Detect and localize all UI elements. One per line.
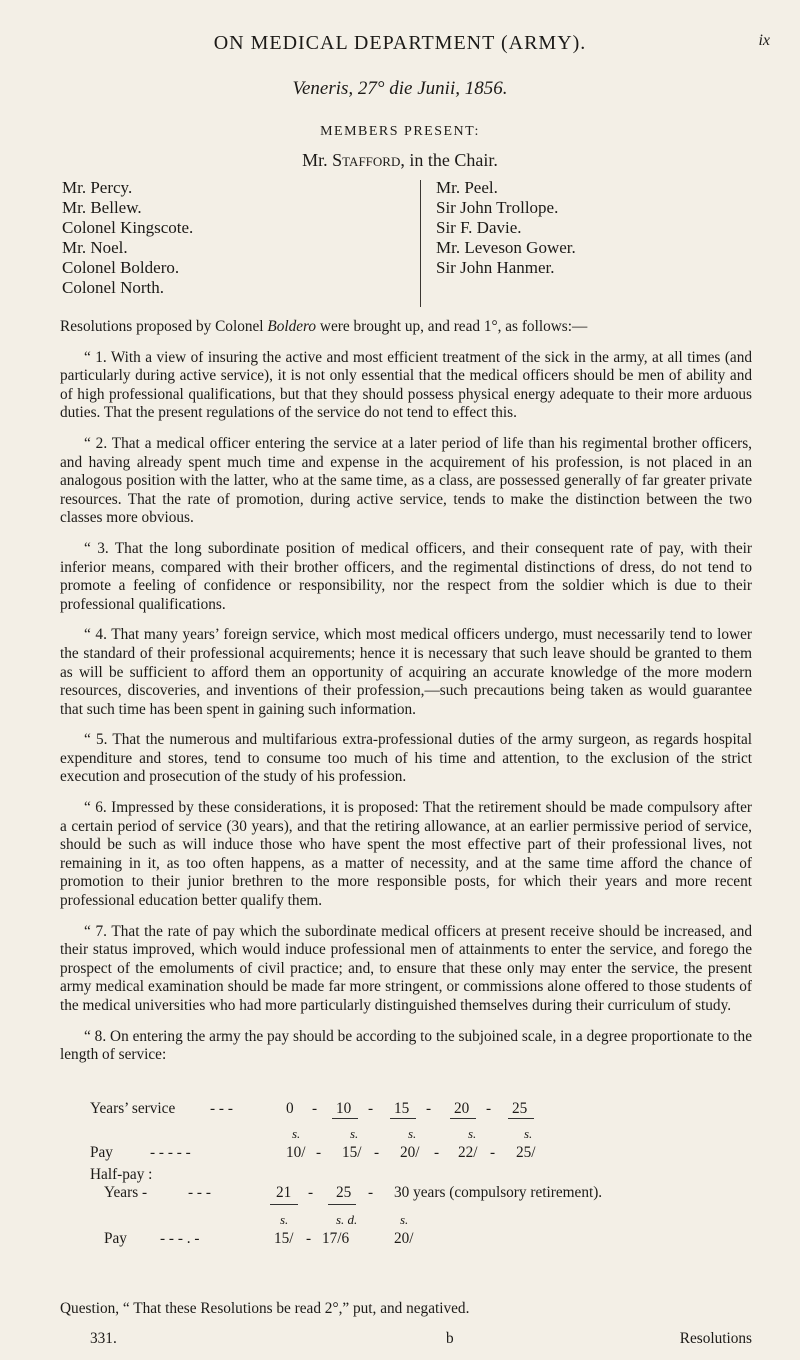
table-cell: 25/: [516, 1144, 536, 1161]
separator: -: [426, 1100, 432, 1117]
member-name: Mr. Bellew.: [62, 198, 142, 217]
leader-dashes: - - -: [188, 1184, 211, 1201]
rule: [328, 1204, 356, 1205]
chair-name: Stafford: [332, 150, 401, 170]
unit: s. d.: [336, 1212, 358, 1227]
table-cell: 0: [286, 1100, 294, 1117]
rule: [332, 1118, 358, 1119]
table-cell: 20/: [400, 1144, 420, 1161]
leader-dashes: - - -: [210, 1100, 233, 1117]
running-title: ON MEDICAL DEPARTMENT (ARMY).: [213, 32, 587, 54]
table-cell: 15: [394, 1100, 410, 1117]
pay-row: [60, 1144, 760, 1164]
resolution-paragraph: “ 2. That a medical officer entering the service at a later period of life than his regimental brother officers, and having already spent much time and expense in the acquirement of his profession, is not placed in an analogous position with the latter, who at the same time, as a class, are possessed generally of far greater private resources. That the rate of promotion, during active service, tends to make the distinction between the two classes more obvious.: [60, 434, 752, 527]
member-name: Colonel Kingscote.: [62, 218, 194, 237]
leader-dashes: - - - - -: [150, 1144, 191, 1161]
table-cell: 30 years (compulsory retirement).: [394, 1184, 603, 1201]
years-service-row: [60, 1100, 760, 1120]
unit: s.: [524, 1126, 533, 1141]
members-right-column: [436, 178, 576, 278]
table-cell: 20: [454, 1100, 470, 1117]
resolution-paragraph: “ 1. With a view of insuring the active and most efficient treatment of the sick in the army, at all times (and particularly during active service), it is not only essential that the medical officers should be men of ability and of high professional qualifications, but that they should possess physical energy adequate to their more arduous duties. That the present regulations of the service do not tend to effect this.: [60, 348, 752, 422]
resolution-paragraph: “ 6. Impressed by these considerations, it is proposed: That the retirement should be made compulsory after a certain period of service (30 years), and that the retiring allowance, at an earlier permissive period of service, should be such as will induce those who have spent the most effective part of their professional lives, not remaining in it, as too often happens, as a matter of necessity, and at the same time afford the chance of promotion to their junior brethren to the more responsible posts, for which their years and more recent professional education better qualify them.: [60, 799, 752, 910]
members-heading: MEMBERS PRESENT:: [320, 124, 480, 139]
resolution-paragraph: “ 5. That the numerous and multifarious extra-professional duties of the army surgeon, as regards hospital expenditure and stores, tend to consume too much of his time and attention, to the exclusion of the strict execution and prosecution of the study of his profession.: [60, 731, 752, 786]
pay-units-row: [60, 1126, 760, 1146]
separator: -: [316, 1144, 322, 1161]
separator: -: [486, 1100, 492, 1117]
column-divider: [420, 180, 421, 307]
unit: s.: [468, 1126, 477, 1141]
table-cell: 21: [276, 1184, 292, 1201]
rule: [450, 1118, 476, 1119]
separator: -: [434, 1144, 440, 1161]
half-pay-heading-row: [60, 1166, 760, 1186]
member-name: Colonel Boldero.: [62, 258, 180, 277]
separator: -: [368, 1184, 374, 1201]
row-label: Pay: [104, 1230, 127, 1247]
member-name: Mr. Peel.: [436, 178, 498, 197]
page-number: ix: [758, 32, 770, 49]
signature-mark: b: [446, 1330, 454, 1347]
separator: -: [374, 1144, 380, 1161]
date-line: Veneris, 27° die Junii, 1856.: [292, 78, 508, 99]
member-name: Sir John Trollope.: [436, 198, 559, 217]
sessional-number: 331.: [90, 1330, 117, 1347]
member-name: Sir F. Davie.: [436, 218, 522, 237]
chair-suffix: , in the Chair.: [400, 150, 498, 170]
separator: -: [308, 1184, 314, 1201]
rule: [270, 1204, 298, 1205]
proposer-name: Boldero: [267, 318, 317, 335]
separator: -: [306, 1230, 312, 1247]
resolutions-text: [60, 318, 752, 1077]
resolution-paragraph: “ 7. That the rate of pay which the subordinate medical officers at present receive should be increased, and their status improved, which would induce professional men of attainments to enter the service, and forego the prospect of the emoluments of civil practice; and, to ensure that these only may enter the service, the present army medical examination should be made far more stringent, or commissions alone offered to those students of the medical universities who had more particularly distinguished themselves during their curriculum of study.: [60, 922, 752, 1014]
intro-before: Resolutions proposed by Colonel: [60, 318, 268, 335]
resolution-paragraph: “ 3. That the long subordinate position of medical officers, and their consequent rate of pay, with their inferior means, compared with their brother officers, and the regimental distinctions of dress, do not tend to promote a feeling of confidence or responsibility, nor the respect from the soldier which is due to their professional qualifications.: [60, 539, 752, 613]
leader-dashes: - - - . -: [160, 1230, 200, 1247]
unit: s.: [400, 1212, 409, 1227]
table-cell: 22/: [458, 1144, 478, 1161]
unit: s.: [292, 1126, 301, 1141]
unit: s.: [280, 1212, 289, 1227]
chair-prefix: Mr.: [302, 150, 328, 170]
table-cell: 10/: [286, 1144, 306, 1161]
intro-after: were brought up, and read 1°, as follows:—: [316, 318, 588, 335]
row-label: Pay: [90, 1144, 113, 1161]
member-name: Colonel North.: [62, 278, 164, 297]
row-label: Half-pay :: [90, 1166, 153, 1183]
intro-paragraph: [60, 318, 752, 337]
half-pay-years-row: [60, 1184, 760, 1204]
separator: -: [490, 1144, 496, 1161]
chair-line: [0, 150, 800, 171]
row-label: Years’ service: [90, 1100, 176, 1117]
unit: s.: [350, 1126, 359, 1141]
table-cell: 25: [512, 1100, 528, 1117]
table-cell: 10: [336, 1100, 352, 1117]
member-name: Mr. Leveson Gower.: [436, 238, 576, 257]
members-left-column: [62, 178, 193, 298]
table-cell: 17/6: [322, 1230, 350, 1247]
table-cell: 15/: [274, 1230, 294, 1247]
resolution-paragraph: “ 8. On entering the army the pay should be according to the subjoined scale, in a degree proportionate to the length of service:: [60, 1027, 752, 1064]
rule: [390, 1118, 416, 1119]
row-label: Years -: [104, 1184, 148, 1201]
table-cell: 20/: [394, 1230, 414, 1247]
half-pay-units-row: [60, 1212, 760, 1232]
resolution-paragraph: “ 4. That many years’ foreign service, which most medical officers undergo, must necessarily tend to lower the standard of their professional acquirements; hence it is necessary that such leave should be granted to them as will be sufficient to afford them an opportunity of acquiring an accurate knowledge of the more modern resources, discoveries, and inventions of their profession,—such precautions being taken as would guarantee that such time has been spent in gaining such information.: [60, 626, 752, 718]
table-cell: 25: [336, 1184, 352, 1201]
separator: -: [368, 1100, 374, 1117]
catchword: Resolutions: [679, 1330, 752, 1347]
member-name: Sir John Hanmer.: [436, 258, 555, 277]
member-name: Mr. Percy.: [62, 178, 133, 197]
rule: [508, 1118, 534, 1119]
question-line: Question, “ That these Resolutions be read 2°,” put, and negatived.: [60, 1300, 470, 1317]
separator: -: [312, 1100, 318, 1117]
half-pay-pay-row: [60, 1230, 760, 1250]
table-cell: 15/: [342, 1144, 362, 1161]
member-name: Mr. Noel.: [62, 238, 128, 257]
unit: s.: [408, 1126, 417, 1141]
